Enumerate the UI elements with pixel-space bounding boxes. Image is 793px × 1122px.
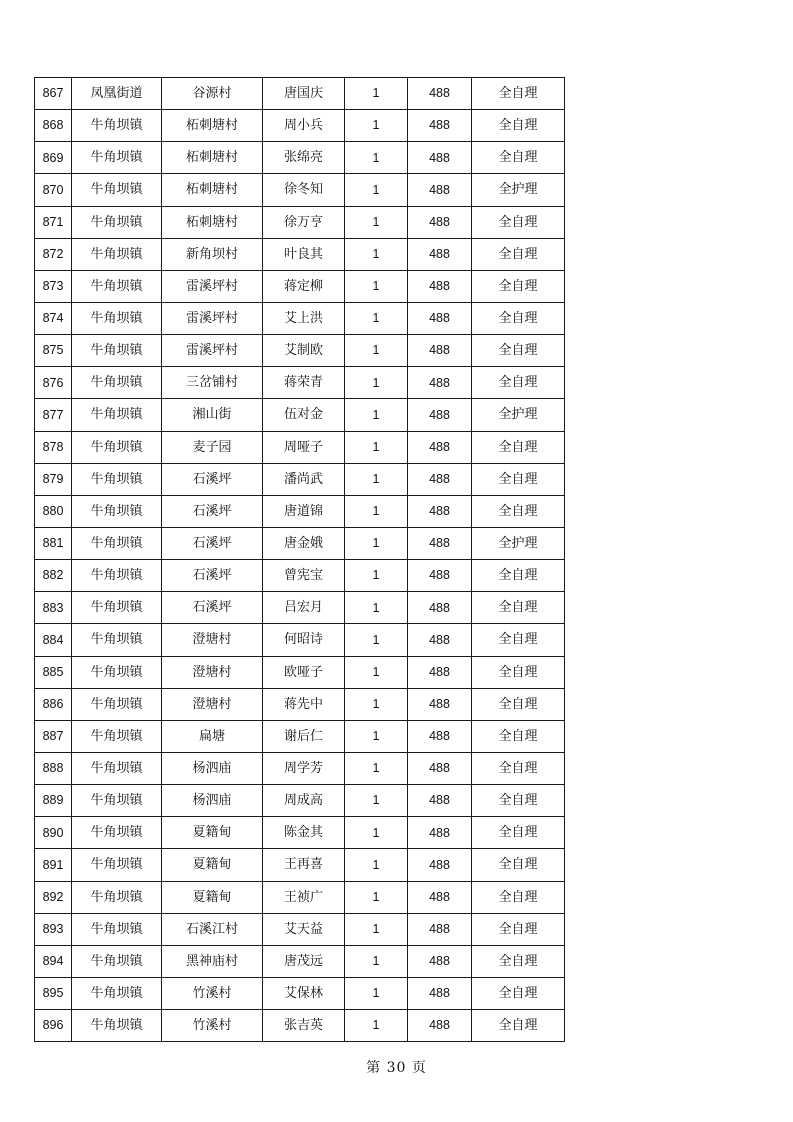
cell-town: 牛角坝镇 — [72, 913, 162, 945]
table-row — [35, 817, 565, 849]
cell-village: 雷溪坪村 — [162, 270, 263, 302]
cell-amount: 488 — [408, 785, 472, 817]
table-row — [35, 527, 565, 559]
cell-town: 牛角坝镇 — [72, 592, 162, 624]
cell-amount: 488 — [408, 431, 472, 463]
cell-person-name: 欧哑子 — [263, 656, 345, 688]
cell-town: 凤凰街道 — [72, 78, 162, 110]
cell-count: 1 — [345, 624, 408, 656]
table-row — [35, 142, 565, 174]
cell-care-type: 全自理 — [472, 720, 565, 752]
cell-person-name: 谢后仁 — [263, 720, 345, 752]
cell-amount: 488 — [408, 142, 472, 174]
cell-town: 牛角坝镇 — [72, 174, 162, 206]
cell-village: 杨泗庙 — [162, 785, 263, 817]
cell-person-name: 蒋定柳 — [263, 270, 345, 302]
table-row — [35, 270, 565, 302]
cell-village: 竹溪村 — [162, 977, 263, 1009]
table-row — [35, 238, 565, 270]
cell-town: 牛角坝镇 — [72, 527, 162, 559]
cell-town: 牛角坝镇 — [72, 977, 162, 1009]
cell-care-type: 全自理 — [472, 624, 565, 656]
table-row — [35, 752, 565, 784]
cell-town: 牛角坝镇 — [72, 945, 162, 977]
cell-person-name: 唐国庆 — [263, 78, 345, 110]
cell-serial-no: 872 — [35, 238, 72, 270]
cell-count: 1 — [345, 656, 408, 688]
cell-count: 1 — [345, 270, 408, 302]
cell-count: 1 — [345, 463, 408, 495]
cell-serial-no: 883 — [35, 592, 72, 624]
cell-person-name: 张吉英 — [263, 1010, 345, 1042]
cell-care-type: 全自理 — [472, 785, 565, 817]
cell-count: 1 — [345, 560, 408, 592]
cell-person-name: 吕宏月 — [263, 592, 345, 624]
table-row — [35, 560, 565, 592]
cell-count: 1 — [345, 785, 408, 817]
cell-care-type: 全自理 — [472, 238, 565, 270]
cell-village: 谷源村 — [162, 78, 263, 110]
table-row — [35, 977, 565, 1009]
cell-serial-no: 885 — [35, 656, 72, 688]
cell-serial-no: 894 — [35, 945, 72, 977]
cell-town: 牛角坝镇 — [72, 302, 162, 334]
cell-care-type: 全自理 — [472, 945, 565, 977]
table-row — [35, 849, 565, 881]
cell-serial-no: 895 — [35, 977, 72, 1009]
cell-serial-no: 867 — [35, 78, 72, 110]
table-row — [35, 592, 565, 624]
cell-serial-no: 875 — [35, 335, 72, 367]
cell-village: 湘山街 — [162, 399, 263, 431]
cell-count: 1 — [345, 78, 408, 110]
cell-count: 1 — [345, 527, 408, 559]
cell-amount: 488 — [408, 206, 472, 238]
table-row — [35, 785, 565, 817]
cell-town: 牛角坝镇 — [72, 881, 162, 913]
cell-care-type: 全护理 — [472, 527, 565, 559]
cell-serial-no: 877 — [35, 399, 72, 431]
cell-count: 1 — [345, 495, 408, 527]
cell-amount: 488 — [408, 527, 472, 559]
cell-amount: 488 — [408, 463, 472, 495]
cell-count: 1 — [345, 977, 408, 1009]
table-row — [35, 431, 565, 463]
cell-town: 牛角坝镇 — [72, 142, 162, 174]
cell-amount: 488 — [408, 302, 472, 334]
cell-town: 牛角坝镇 — [72, 367, 162, 399]
cell-village: 柘刺塘村 — [162, 174, 263, 206]
cell-care-type: 全自理 — [472, 335, 565, 367]
cell-person-name: 周哑子 — [263, 431, 345, 463]
cell-person-name: 唐茂远 — [263, 945, 345, 977]
cell-person-name: 王祯广 — [263, 881, 345, 913]
cell-count: 1 — [345, 335, 408, 367]
cell-count: 1 — [345, 110, 408, 142]
cell-town: 牛角坝镇 — [72, 399, 162, 431]
cell-serial-no: 892 — [35, 881, 72, 913]
table-row — [35, 688, 565, 720]
cell-amount: 488 — [408, 174, 472, 206]
cell-person-name: 艾保林 — [263, 977, 345, 1009]
cell-amount: 488 — [408, 656, 472, 688]
cell-village: 澄塘村 — [162, 624, 263, 656]
cell-care-type: 全自理 — [472, 560, 565, 592]
cell-amount: 488 — [408, 399, 472, 431]
cell-town: 牛角坝镇 — [72, 495, 162, 527]
table-row — [35, 1010, 565, 1042]
cell-count: 1 — [345, 945, 408, 977]
cell-count: 1 — [345, 817, 408, 849]
cell-village: 雷溪坪村 — [162, 302, 263, 334]
cell-village: 竹溪村 — [162, 1010, 263, 1042]
cell-person-name: 何昭诗 — [263, 624, 345, 656]
cell-serial-no: 880 — [35, 495, 72, 527]
cell-amount: 488 — [408, 752, 472, 784]
cell-person-name: 蒋荣青 — [263, 367, 345, 399]
cell-amount: 488 — [408, 110, 472, 142]
cell-serial-no: 874 — [35, 302, 72, 334]
cell-count: 1 — [345, 238, 408, 270]
cell-person-name: 周学芳 — [263, 752, 345, 784]
cell-count: 1 — [345, 1010, 408, 1042]
cell-town: 牛角坝镇 — [72, 270, 162, 302]
cell-town: 牛角坝镇 — [72, 206, 162, 238]
table-row — [35, 656, 565, 688]
cell-care-type: 全自理 — [472, 881, 565, 913]
cell-village: 柘刺塘村 — [162, 142, 263, 174]
cell-care-type: 全自理 — [472, 1010, 565, 1042]
cell-town: 牛角坝镇 — [72, 720, 162, 752]
cell-village: 麦子园 — [162, 431, 263, 463]
cell-care-type: 全自理 — [472, 592, 565, 624]
cell-amount: 488 — [408, 495, 472, 527]
cell-amount: 488 — [408, 335, 472, 367]
cell-person-name: 潘尚武 — [263, 463, 345, 495]
cell-care-type: 全自理 — [472, 463, 565, 495]
cell-serial-no: 893 — [35, 913, 72, 945]
cell-person-name: 叶良其 — [263, 238, 345, 270]
cell-care-type: 全自理 — [472, 78, 565, 110]
cell-person-name: 艾制欧 — [263, 335, 345, 367]
cell-village: 澄塘村 — [162, 656, 263, 688]
cell-serial-no: 873 — [35, 270, 72, 302]
cell-village: 杨泗庙 — [162, 752, 263, 784]
cell-village: 柘刺塘村 — [162, 206, 263, 238]
cell-person-name: 陈金其 — [263, 817, 345, 849]
cell-amount: 488 — [408, 592, 472, 624]
cell-village: 夏籍甸 — [162, 817, 263, 849]
table-row — [35, 624, 565, 656]
cell-village: 石溪江村 — [162, 913, 263, 945]
cell-town: 牛角坝镇 — [72, 688, 162, 720]
cell-care-type: 全自理 — [472, 849, 565, 881]
cell-serial-no: 878 — [35, 431, 72, 463]
cell-village: 澄塘村 — [162, 688, 263, 720]
cell-amount: 488 — [408, 367, 472, 399]
cell-village: 黑神庙村 — [162, 945, 263, 977]
cell-serial-no: 879 — [35, 463, 72, 495]
cell-village: 石溪坪 — [162, 495, 263, 527]
cell-count: 1 — [345, 720, 408, 752]
cell-count: 1 — [345, 592, 408, 624]
cell-amount: 488 — [408, 977, 472, 1009]
cell-serial-no: 889 — [35, 785, 72, 817]
cell-count: 1 — [345, 849, 408, 881]
cell-town: 牛角坝镇 — [72, 624, 162, 656]
cell-person-name: 王再喜 — [263, 849, 345, 881]
cell-care-type: 全自理 — [472, 817, 565, 849]
table-row — [35, 174, 565, 206]
table-row — [35, 367, 565, 399]
cell-person-name: 张绵亮 — [263, 142, 345, 174]
cell-village: 新角坝村 — [162, 238, 263, 270]
table-row — [35, 110, 565, 142]
cell-care-type: 全自理 — [472, 913, 565, 945]
cell-count: 1 — [345, 752, 408, 784]
cell-care-type: 全护理 — [472, 174, 565, 206]
cell-care-type: 全自理 — [472, 752, 565, 784]
cell-amount: 488 — [408, 1010, 472, 1042]
cell-count: 1 — [345, 431, 408, 463]
cell-amount: 488 — [408, 881, 472, 913]
cell-town: 牛角坝镇 — [72, 1010, 162, 1042]
table-row — [35, 302, 565, 334]
cell-village: 石溪坪 — [162, 463, 263, 495]
cell-serial-no: 887 — [35, 720, 72, 752]
cell-count: 1 — [345, 399, 408, 431]
cell-serial-no: 876 — [35, 367, 72, 399]
cell-care-type: 全自理 — [472, 367, 565, 399]
cell-town: 牛角坝镇 — [72, 463, 162, 495]
table-row — [35, 945, 565, 977]
table-row — [35, 720, 565, 752]
cell-care-type: 全自理 — [472, 142, 565, 174]
cell-care-type: 全自理 — [472, 688, 565, 720]
cell-village: 三岔铺村 — [162, 367, 263, 399]
table-row — [35, 913, 565, 945]
cell-count: 1 — [345, 881, 408, 913]
cell-town: 牛角坝镇 — [72, 849, 162, 881]
roster-table-body — [35, 78, 565, 1042]
cell-amount: 488 — [408, 849, 472, 881]
cell-count: 1 — [345, 688, 408, 720]
cell-count: 1 — [345, 913, 408, 945]
cell-person-name: 曾宪宝 — [263, 560, 345, 592]
cell-serial-no: 896 — [35, 1010, 72, 1042]
cell-care-type: 全护理 — [472, 399, 565, 431]
cell-serial-no: 890 — [35, 817, 72, 849]
cell-town: 牛角坝镇 — [72, 656, 162, 688]
cell-care-type: 全自理 — [472, 431, 565, 463]
cell-town: 牛角坝镇 — [72, 431, 162, 463]
cell-amount: 488 — [408, 78, 472, 110]
cell-village: 夏籍甸 — [162, 849, 263, 881]
cell-serial-no: 870 — [35, 174, 72, 206]
cell-town: 牛角坝镇 — [72, 110, 162, 142]
cell-care-type: 全自理 — [472, 206, 565, 238]
cell-village: 扁塘 — [162, 720, 263, 752]
cell-count: 1 — [345, 367, 408, 399]
cell-town: 牛角坝镇 — [72, 785, 162, 817]
cell-serial-no: 882 — [35, 560, 72, 592]
cell-care-type: 全自理 — [472, 656, 565, 688]
cell-person-name: 蒋先中 — [263, 688, 345, 720]
cell-amount: 488 — [408, 913, 472, 945]
roster-table — [34, 77, 565, 1042]
cell-amount: 488 — [408, 817, 472, 849]
page-number: 第 30 页 — [366, 1060, 427, 1076]
cell-town: 牛角坝镇 — [72, 560, 162, 592]
cell-amount: 488 — [408, 688, 472, 720]
cell-person-name: 唐道锦 — [263, 495, 345, 527]
cell-care-type: 全自理 — [472, 270, 565, 302]
cell-amount: 488 — [408, 560, 472, 592]
table-row — [35, 78, 565, 110]
cell-village: 夏籍甸 — [162, 881, 263, 913]
cell-person-name: 周小兵 — [263, 110, 345, 142]
cell-serial-no: 868 — [35, 110, 72, 142]
table-row — [35, 881, 565, 913]
table-row — [35, 463, 565, 495]
cell-amount: 488 — [408, 945, 472, 977]
cell-person-name: 艾天益 — [263, 913, 345, 945]
table-row — [35, 206, 565, 238]
cell-town: 牛角坝镇 — [72, 752, 162, 784]
cell-village: 柘刺塘村 — [162, 110, 263, 142]
cell-count: 1 — [345, 142, 408, 174]
table-row — [35, 495, 565, 527]
cell-person-name: 徐万亨 — [263, 206, 345, 238]
cell-serial-no: 871 — [35, 206, 72, 238]
cell-town: 牛角坝镇 — [72, 817, 162, 849]
cell-count: 1 — [345, 206, 408, 238]
cell-count: 1 — [345, 302, 408, 334]
cell-person-name: 徐冬知 — [263, 174, 345, 206]
cell-care-type: 全自理 — [472, 110, 565, 142]
cell-serial-no: 888 — [35, 752, 72, 784]
cell-person-name: 艾上洪 — [263, 302, 345, 334]
cell-amount: 488 — [408, 270, 472, 302]
cell-serial-no: 869 — [35, 142, 72, 174]
cell-person-name: 唐金娥 — [263, 527, 345, 559]
cell-care-type: 全自理 — [472, 977, 565, 1009]
table-row — [35, 335, 565, 367]
table-row — [35, 399, 565, 431]
cell-person-name: 周成高 — [263, 785, 345, 817]
cell-care-type: 全自理 — [472, 495, 565, 527]
cell-village: 雷溪坪村 — [162, 335, 263, 367]
cell-amount: 488 — [408, 624, 472, 656]
cell-serial-no: 891 — [35, 849, 72, 881]
cell-village: 石溪坪 — [162, 560, 263, 592]
cell-serial-no: 884 — [35, 624, 72, 656]
cell-town: 牛角坝镇 — [72, 335, 162, 367]
cell-village: 石溪坪 — [162, 592, 263, 624]
cell-care-type: 全自理 — [472, 302, 565, 334]
cell-amount: 488 — [408, 238, 472, 270]
cell-count: 1 — [345, 174, 408, 206]
cell-village: 石溪坪 — [162, 527, 263, 559]
cell-person-name: 伍对金 — [263, 399, 345, 431]
cell-town: 牛角坝镇 — [72, 238, 162, 270]
cell-serial-no: 886 — [35, 688, 72, 720]
cell-amount: 488 — [408, 720, 472, 752]
cell-serial-no: 881 — [35, 527, 72, 559]
